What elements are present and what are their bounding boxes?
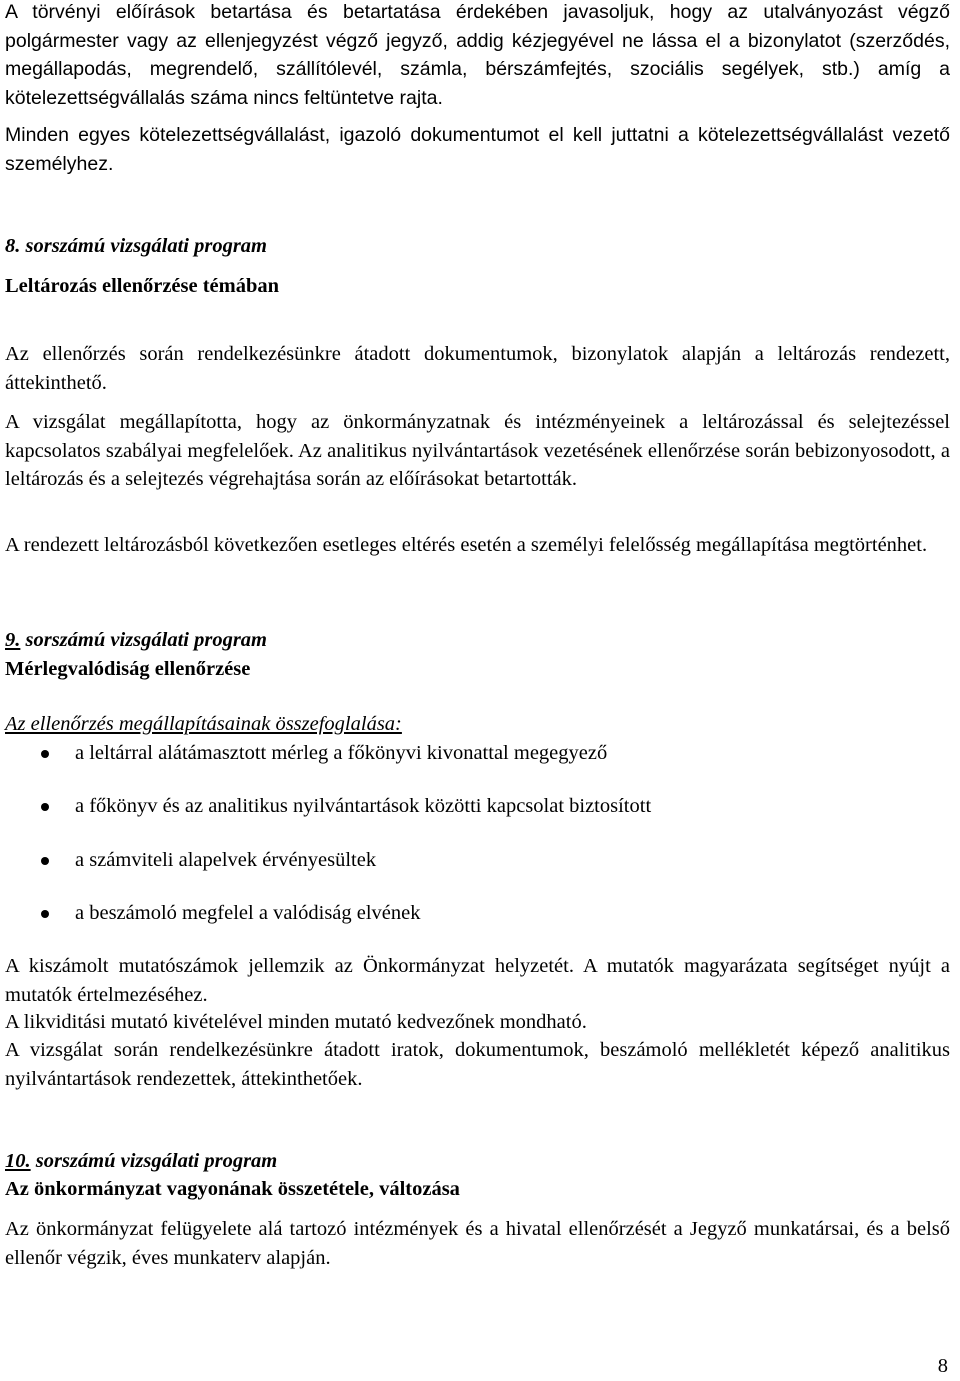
- section-8-paragraph-2: A vizsgálat megállapította, hogy az önkormányzatnak és intézményeinek a leltározással és selejtezéssel kapcsolatos szabályai megfelelőek. Az analitikus nyilvántartások vezetésének ellenőrzése során bebizonyosodott, a leltározás és a selejtezés végrehajtása során az előírásokat betartották.: [5, 411, 950, 490]
- section-9-paragraph-1: A kiszámolt mutatószámok jellemzik az Önkormányzat helyzetét. A mutatók magyarázata segítséget nyújt a mutatók értelmezéséhez.: [5, 955, 950, 1006]
- section-10-heading: [5, 1147, 950, 1176]
- bullet-icon: [41, 803, 49, 811]
- section-9-paragraph-3: A vizsgálat során rendelkezésünkre átadott iratok, dokumentumok, beszámoló mellékletét képező analitikus nyilvántartások rendezettek, áttekinthetőek.: [5, 1039, 950, 1090]
- section-10-heading-text: sorszámú vizsgálati program: [30, 1150, 278, 1172]
- page-number: 8: [937, 1355, 948, 1377]
- bullet-icon: [41, 857, 49, 865]
- section-10-paragraph-1: Az önkormányzat felügyelete alá tartozó intézmények és a hivatal ellenőrzését a Jegyző munkatársai, és a belső ellenőr végzik, éves munkaterv alapján.: [5, 1218, 950, 1269]
- intro-paragraph: A törvényi előírások betartása és betartatása érdekében javasoljuk, hogy az utalványozást végző polgármester vagy az ellenjegyzést végző jegyző, addig kézjegyével ne lássa el a bizonylatot (szerződés, megállapodás, megrendelő, szállítólevél, számla, bérszámfejtés, szociális segélyek, stb.) amíg a kötelezettségvállalás száma nincs feltüntetve rajta.: [5, 1, 950, 109]
- section-9-summary-label: Az ellenőrzés megállapításainak összefoglalása:: [5, 713, 402, 735]
- section-10-number: 10.: [5, 1150, 31, 1172]
- commitment-paragraph: Minden egyes kötelezettségvállalást, igazoló dokumentumot el kell juttatni a kötelezettségvállalást vezető személyhez.: [5, 124, 950, 175]
- section-9-number: 9.: [5, 629, 21, 651]
- section-8-paragraph-1: Az ellenőrzés során rendelkezésünkre átadott dokumentumok, bizonylatok alapján a leltározás rendezett, áttekinthető.: [5, 343, 950, 394]
- bullet-icon: [41, 910, 49, 918]
- section-9-heading-text: sorszámú vizsgálati program: [20, 629, 267, 651]
- section-8-heading: 8. sorszámú vizsgálati program: [5, 235, 267, 257]
- section-10-title: Az önkormányzat vagyonának összetétele, változása: [5, 1178, 460, 1200]
- section-9-paragraph-2: A likviditási mutató kivételével minden mutató kedvezőnek mondható.: [5, 1011, 587, 1033]
- section-9-title: Mérlegvalódiság ellenőrzése: [5, 658, 251, 680]
- section-8-title: Leltározás ellenőrzése témában: [5, 275, 280, 297]
- section-8-paragraph-3: A rendezett leltározásból következően esetleges eltérés esetén a személyi felelősség megállapítása megtörténhet.: [5, 534, 928, 556]
- section-9-heading: [5, 626, 950, 655]
- bullet-icon: [41, 750, 49, 758]
